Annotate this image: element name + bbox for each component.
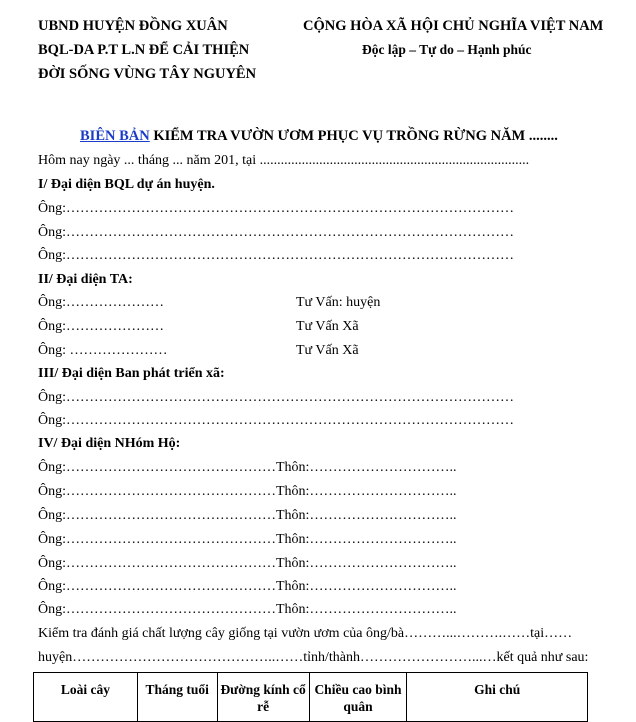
section-2-role: Tư Vấn Xã: [296, 319, 359, 334]
org-name-line-3: ĐỜI SỐNG VÙNG TÂY NGUYÊN: [38, 66, 257, 82]
section-2-role: Tư Vấn Xã: [296, 343, 359, 358]
section-1-heading: I/ Đại diện BQL dự án huyện.: [38, 177, 215, 192]
table-header-row: [34, 673, 588, 722]
table-header-cell: Chiều cao bình quân: [309, 673, 407, 722]
section-2-name: Ông: …………………: [38, 343, 168, 358]
section-2-role: Tư Vấn: huyện: [296, 295, 381, 310]
section-1-line: Ông:……………………………………………………………………………………: [38, 225, 514, 240]
section-4-line: Ông:………………………………………Thôn:…………………………..: [38, 508, 457, 523]
section-4-line: Ông:………………………………………Thôn:…………………………..: [38, 532, 457, 547]
national-motto: Độc lập – Tự do – Hạnh phúc: [362, 42, 532, 57]
section-3-heading: III/ Đại diện Ban phát triển xã:: [38, 366, 225, 381]
document-title: [80, 128, 558, 145]
title-link[interactable]: BIÊN BẢN: [80, 128, 150, 144]
section-3-line: Ông:……………………………………………………………………………………: [38, 390, 514, 405]
section-4-line: Ông:………………………………………Thôn:…………………………..: [38, 460, 457, 475]
assessment-line-1: Kiểm tra đánh giá chất lượng cây giống tại vườn ươm của ông/bà………...……….……tại……: [38, 626, 573, 641]
section-4-heading: IV/ Đại diện NHóm Hộ:: [38, 436, 181, 451]
section-1-line: Ông:……………………………………………………………………………………: [38, 248, 514, 263]
section-4-line: Ông:………………………………………Thôn:…………………………..: [38, 579, 457, 594]
section-2-name: Ông:…………………: [38, 295, 164, 310]
section-4-line: Ông:………………………………………Thôn:…………………………..: [38, 556, 457, 571]
table-header-cell: Ghi chú: [407, 673, 588, 722]
org-name-line-2: BQL-DA P.T L.N ĐỂ CẢI THIỆN: [38, 42, 250, 58]
section-2-name: Ông:…………………: [38, 319, 164, 334]
date-line: Hôm nay ngày ... tháng ... năm 201, tại .............................................................................: [38, 153, 530, 168]
org-name-line-1: UBND HUYỆN ĐỒNG XUÂN: [38, 18, 228, 34]
section-4-line: Ông:………………………………………Thôn:…………………………..: [38, 484, 457, 499]
section-2-heading: II/ Đại diện TA:: [38, 272, 133, 287]
national-title: CỘNG HÒA XÃ HỘI CHỦ NGHĨA VIỆT NAM: [303, 18, 604, 34]
section-4-line: Ông:………………………………………Thôn:…………………………..: [38, 602, 457, 617]
assessment-line-2: huyện……………………………………..……tỉnh/thành……………………...…kết quả như sau:: [38, 650, 589, 665]
table-header-cell: Loài cây: [34, 673, 138, 722]
table-header-cell: Đường kính cổ rễ: [217, 673, 309, 722]
inspection-table: [33, 672, 588, 722]
section-3-line: Ông:……………………………………………………………………………………: [38, 413, 514, 428]
section-1-line: Ông:……………………………………………………………………………………: [38, 201, 514, 216]
table-header-cell: Tháng tuổi: [137, 673, 217, 722]
title-rest: KIỂM TRA VƯỜN ƯƠM PHỤC VỤ TRỒNG RỪNG NĂM ........: [149, 128, 558, 144]
